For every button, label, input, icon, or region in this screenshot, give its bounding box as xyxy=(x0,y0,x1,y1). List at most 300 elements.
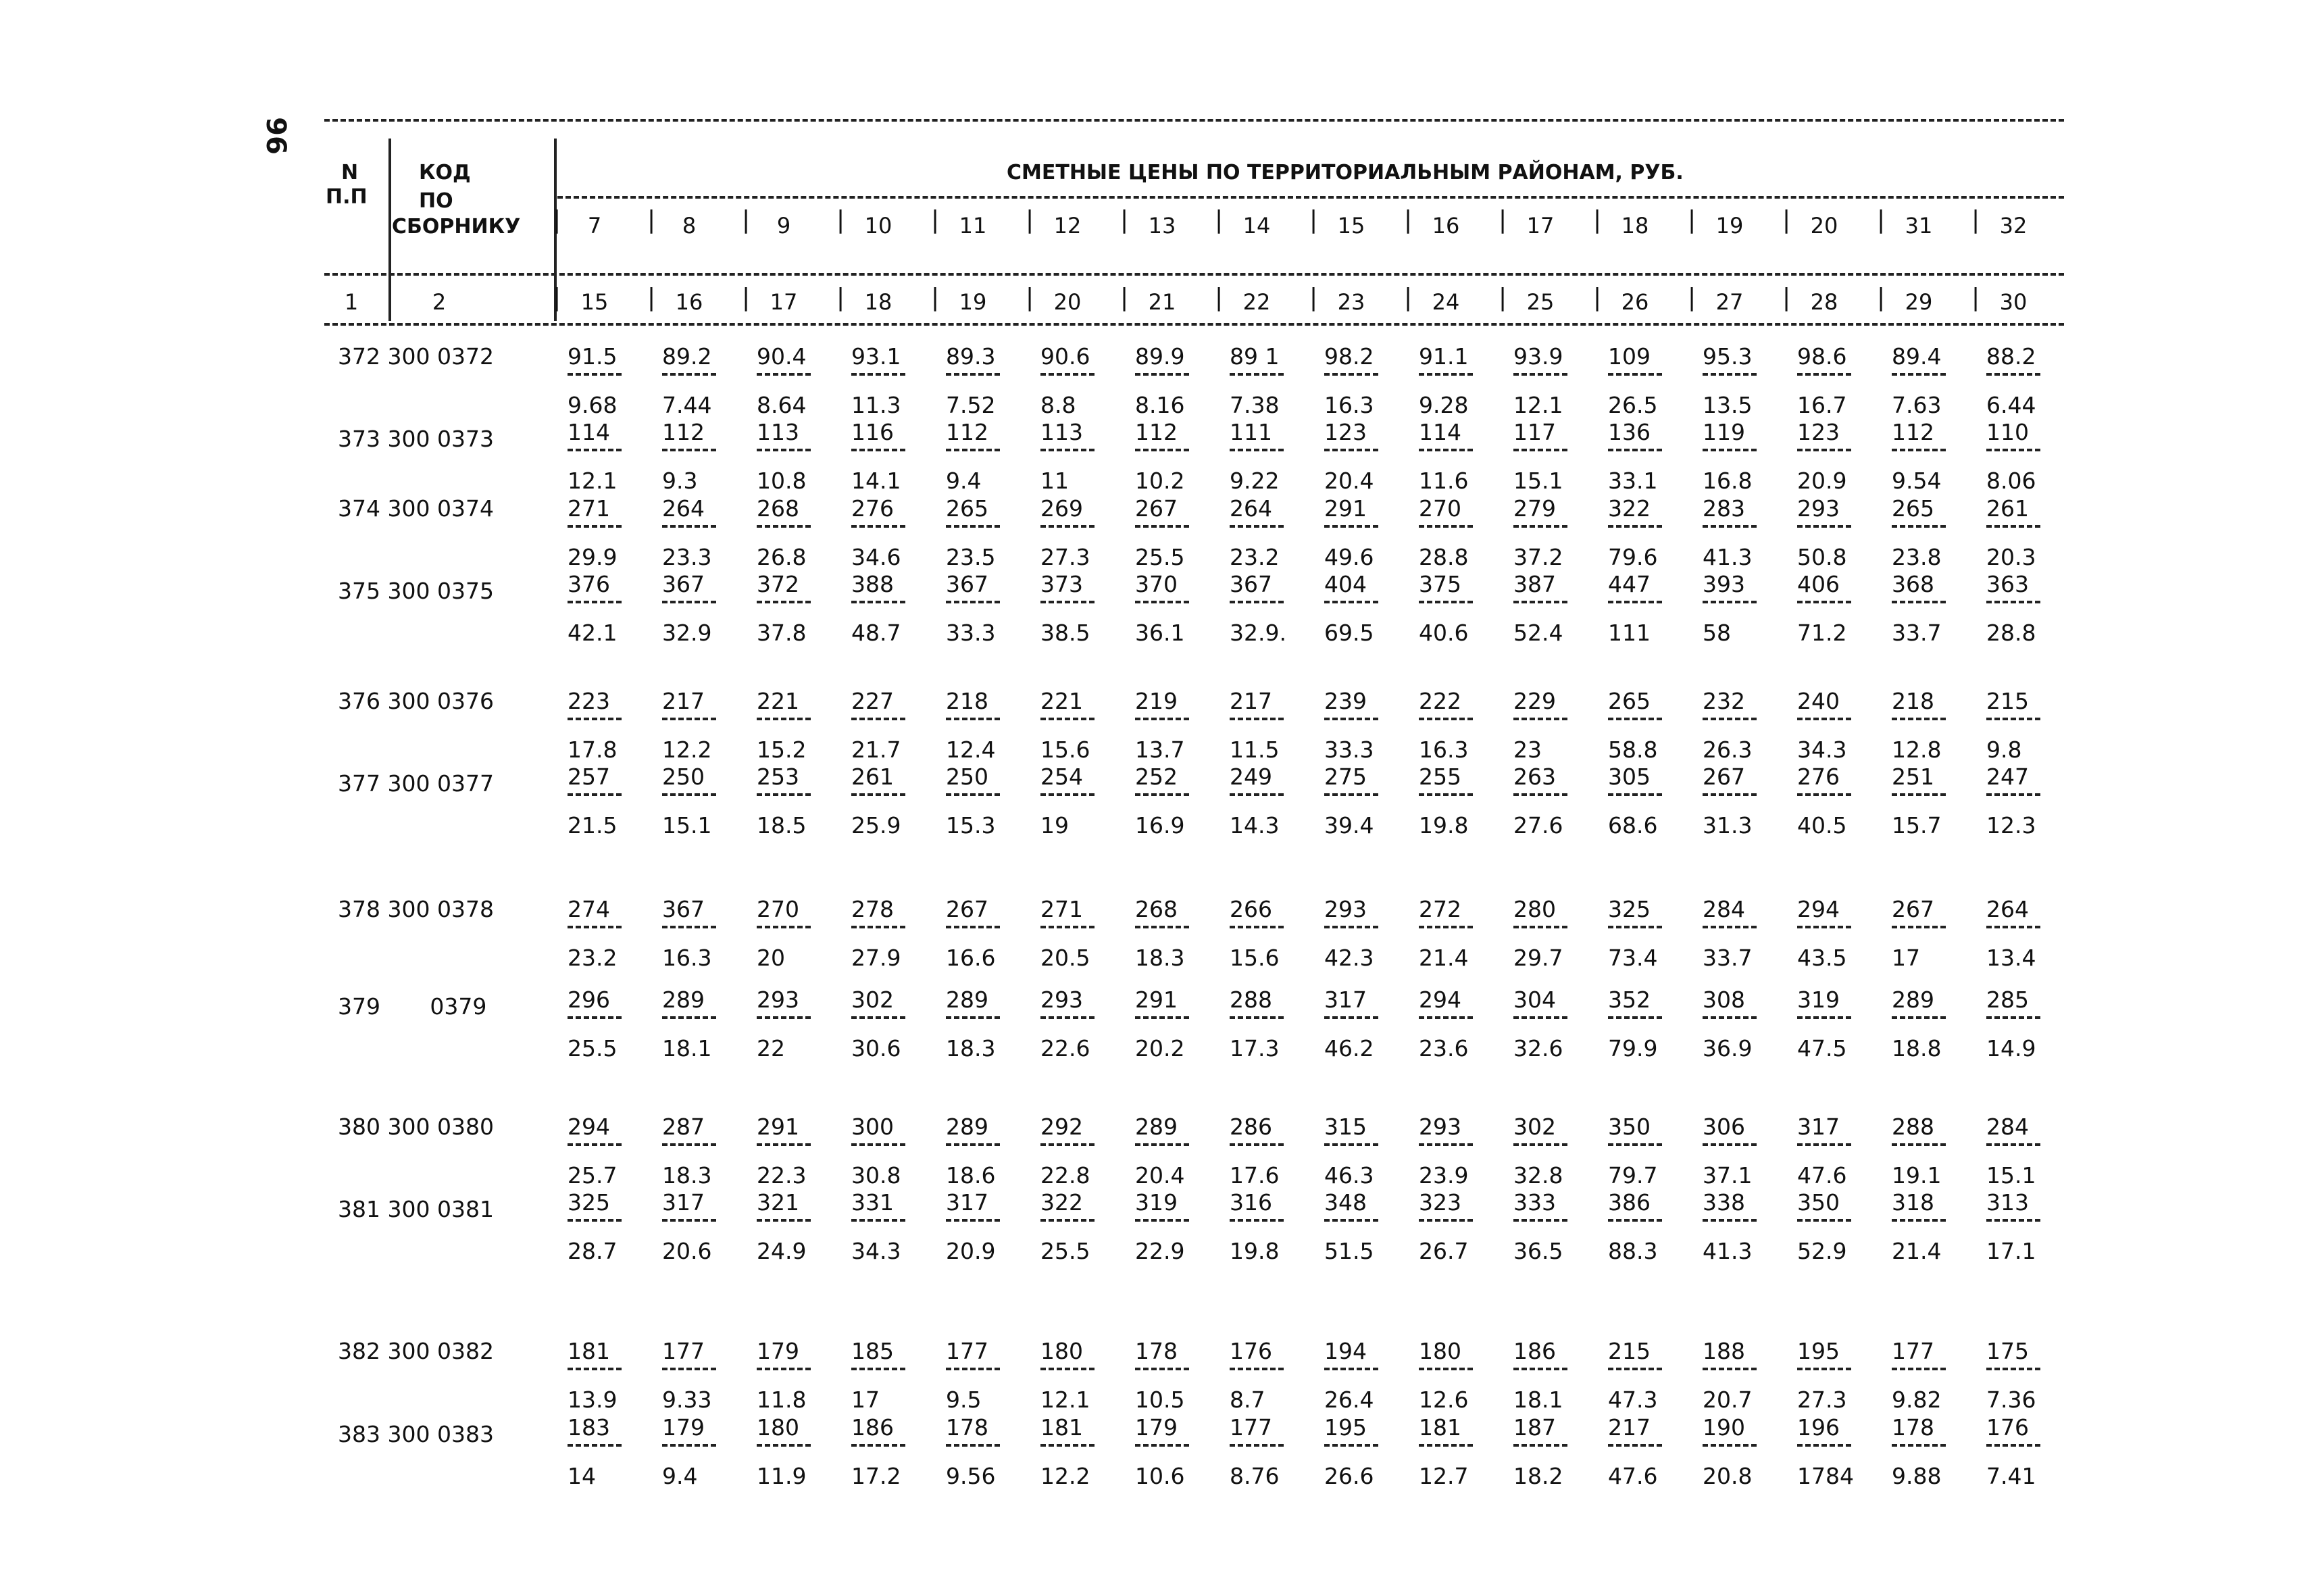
price-bottom: 26.8 xyxy=(757,544,807,570)
price-bottom: 9.56 xyxy=(946,1463,996,1489)
col-index: 16 xyxy=(675,289,703,315)
fraction-line xyxy=(662,926,716,928)
price-top: 264 xyxy=(662,495,705,522)
fraction-line xyxy=(1230,1368,1284,1370)
fraction-line xyxy=(946,373,1000,376)
price-top: 317 xyxy=(1324,987,1367,1013)
fraction-line xyxy=(1135,1143,1189,1146)
price-top: 308 xyxy=(1703,987,1745,1013)
fraction-line xyxy=(1986,926,2040,928)
fraction-line xyxy=(851,926,905,928)
column-separator: | xyxy=(1404,284,1413,311)
fraction-line xyxy=(946,718,1000,720)
fraction-line xyxy=(1703,449,1757,451)
price-top: 296 xyxy=(568,987,610,1013)
price-bottom: 79.9 xyxy=(1608,1035,1658,1062)
price-bottom: 32.9 xyxy=(662,620,712,646)
price-top: 240 xyxy=(1797,688,1840,714)
price-bottom: 7.36 xyxy=(1986,1387,2036,1413)
fraction-line xyxy=(1324,373,1378,376)
price-top: 272 xyxy=(1419,896,1461,922)
fraction-line xyxy=(568,1219,622,1222)
price-top: 175 xyxy=(1986,1338,2029,1364)
price-top: 181 xyxy=(1419,1414,1461,1441)
column-separator: | xyxy=(1499,284,1507,311)
price-bottom: 21.5 xyxy=(568,812,618,839)
fraction-line xyxy=(851,718,905,720)
price-bottom: 9.28 xyxy=(1419,392,1469,418)
price-bottom: 22.6 xyxy=(1040,1035,1090,1062)
fraction-line xyxy=(1986,1016,2040,1019)
col-index: 17 xyxy=(770,289,798,315)
price-top: 367 xyxy=(1230,571,1272,597)
price-bottom: 18.6 xyxy=(946,1162,996,1189)
fraction-line xyxy=(1135,793,1189,796)
price-top: 257 xyxy=(568,764,610,790)
fraction-line xyxy=(1135,1016,1189,1019)
fraction-line xyxy=(1040,926,1095,928)
price-bottom: 23.9 xyxy=(1419,1162,1469,1189)
price-bottom: 18.3 xyxy=(1135,945,1185,971)
fraction-line xyxy=(1892,449,1946,451)
price-bottom: 30.8 xyxy=(851,1162,901,1189)
price-top: 267 xyxy=(1892,896,1934,922)
price-top: 404 xyxy=(1324,571,1367,597)
price-top: 177 xyxy=(662,1338,705,1364)
fraction-line xyxy=(1419,449,1473,451)
price-bottom: 16.3 xyxy=(662,945,712,971)
fraction-line xyxy=(1230,373,1284,376)
fraction-line xyxy=(1608,449,1662,451)
price-top: 279 xyxy=(1513,495,1556,522)
col-index: 23 xyxy=(1337,289,1365,315)
price-bottom: 36.1 xyxy=(1135,620,1185,646)
price-bottom: 79.6 xyxy=(1608,544,1658,570)
price-bottom: 26.4 xyxy=(1324,1387,1374,1413)
price-top: 180 xyxy=(1419,1338,1461,1364)
price-top: 89.9 xyxy=(1135,343,1185,370)
price-top: 271 xyxy=(568,495,610,522)
fraction-line xyxy=(946,525,1000,528)
price-bottom: 40.5 xyxy=(1797,812,1847,839)
price-top: 322 xyxy=(1608,495,1651,522)
fraction-line xyxy=(1608,1444,1662,1447)
price-bottom: 18.1 xyxy=(662,1035,712,1062)
fraction-line xyxy=(1135,1219,1189,1222)
price-top: 317 xyxy=(1797,1114,1840,1140)
price-bottom: 25.5 xyxy=(1040,1238,1090,1264)
fraction-line xyxy=(1419,601,1473,603)
price-bottom: 8.8 xyxy=(1040,392,1076,418)
price-bottom: 23.5 xyxy=(946,544,996,570)
fraction-line xyxy=(851,1368,905,1370)
fraction-line xyxy=(946,1368,1000,1370)
price-bottom: 22.3 xyxy=(757,1162,807,1189)
fraction-line xyxy=(1324,1219,1378,1222)
price-bottom: 25.5 xyxy=(568,1035,618,1062)
fraction-line xyxy=(1419,1444,1473,1447)
price-top: 294 xyxy=(1419,987,1461,1013)
column-separator: | xyxy=(553,284,561,311)
fraction-line xyxy=(1230,449,1284,451)
price-bottom: 36.9 xyxy=(1703,1035,1753,1062)
price-bottom: 27.3 xyxy=(1040,544,1090,570)
region-number: 32 xyxy=(1999,213,2028,239)
price-bottom: 32.6 xyxy=(1513,1035,1563,1062)
price-top: 251 xyxy=(1892,764,1934,790)
price-bottom: 21.4 xyxy=(1419,945,1469,971)
fraction-line xyxy=(851,525,905,528)
price-bottom: 11 xyxy=(1040,468,1069,494)
region-number: 14 xyxy=(1242,213,1271,239)
price-top: 268 xyxy=(1135,896,1178,922)
price-bottom: 12.1 xyxy=(1040,1387,1090,1413)
price-bottom: 37.2 xyxy=(1513,544,1563,570)
price-bottom: 9.68 xyxy=(568,392,618,418)
fraction-line xyxy=(1797,601,1851,603)
price-bottom: 14.9 xyxy=(1986,1035,2036,1062)
fraction-line xyxy=(946,1444,1000,1447)
price-bottom: 38.5 xyxy=(1040,620,1090,646)
price-bottom: 9.4 xyxy=(946,468,982,494)
fraction-line xyxy=(757,373,811,376)
price-top: 447 xyxy=(1608,571,1651,597)
row-code: 380 300 0380 xyxy=(338,1114,494,1140)
fraction-line xyxy=(1608,373,1662,376)
col-index: 27 xyxy=(1715,289,1744,315)
price-bottom: 18.3 xyxy=(662,1162,712,1189)
price-top: 291 xyxy=(1324,495,1367,522)
price-bottom: 19.1 xyxy=(1892,1162,1942,1189)
price-top: 113 xyxy=(757,419,799,445)
price-bottom: 15.2 xyxy=(757,737,807,763)
price-top: 179 xyxy=(757,1338,799,1364)
price-bottom: 19.8 xyxy=(1419,812,1469,839)
price-top: 113 xyxy=(1040,419,1083,445)
price-top: 393 xyxy=(1703,571,1745,597)
price-top: 317 xyxy=(662,1189,705,1216)
price-bottom: 23.6 xyxy=(1419,1035,1469,1062)
column-separator: | xyxy=(1877,284,1886,311)
col-index: 25 xyxy=(1526,289,1555,315)
price-bottom: 12.4 xyxy=(946,737,996,763)
price-top: 110 xyxy=(1986,419,2029,445)
region-number: 12 xyxy=(1053,213,1082,239)
fraction-line xyxy=(851,449,905,451)
price-top: 373 xyxy=(1040,571,1083,597)
row-code: 382 300 0382 xyxy=(338,1338,494,1364)
fraction-line xyxy=(1135,718,1189,720)
col-index: 1 xyxy=(344,289,359,315)
price-bottom: 10.2 xyxy=(1135,468,1185,494)
column-separator: | xyxy=(742,206,751,234)
region-number: 17 xyxy=(1526,213,1555,239)
price-top: 333 xyxy=(1513,1189,1556,1216)
fraction-line xyxy=(1986,373,2040,376)
fraction-line xyxy=(1513,1219,1567,1222)
row-code: 373 300 0373 xyxy=(338,426,494,452)
price-bottom: 26.7 xyxy=(1419,1238,1469,1264)
price-top: 177 xyxy=(946,1338,988,1364)
price-top: 186 xyxy=(851,1414,894,1441)
price-bottom: 14 xyxy=(568,1463,596,1489)
region-number: 18 xyxy=(1621,213,1649,239)
price-top: 215 xyxy=(1986,688,2029,714)
fraction-line xyxy=(1986,1368,2040,1370)
price-top: 376 xyxy=(568,571,610,597)
fraction-line xyxy=(1135,601,1189,603)
fraction-line xyxy=(757,793,811,796)
price-top: 119 xyxy=(1703,419,1745,445)
price-top: 176 xyxy=(1230,1338,1272,1364)
fraction-line xyxy=(1608,926,1662,928)
price-top: 284 xyxy=(1703,896,1745,922)
price-top: 267 xyxy=(946,896,988,922)
fraction-line xyxy=(1135,1444,1189,1447)
price-bottom: 33.1 xyxy=(1608,468,1658,494)
price-top: 317 xyxy=(946,1189,988,1216)
price-bottom: 16.8 xyxy=(1703,468,1753,494)
price-bottom: 50.8 xyxy=(1797,544,1847,570)
price-bottom: 11.3 xyxy=(851,392,901,418)
price-top: 313 xyxy=(1986,1189,2029,1216)
fraction-line xyxy=(1513,1368,1567,1370)
region-number: 20 xyxy=(1810,213,1838,239)
fraction-line xyxy=(851,1219,905,1222)
fraction-line xyxy=(1135,926,1189,928)
price-bottom: 15.1 xyxy=(662,812,712,839)
fraction-line xyxy=(1230,601,1284,603)
price-bottom: 27.3 xyxy=(1797,1387,1847,1413)
price-top: 89.3 xyxy=(946,343,996,370)
price-top: 288 xyxy=(1230,987,1272,1013)
price-top: 375 xyxy=(1419,571,1461,597)
fraction-line xyxy=(662,373,716,376)
fraction-line xyxy=(1513,1143,1567,1146)
price-bottom: 48.7 xyxy=(851,620,901,646)
fraction-line xyxy=(568,1143,622,1146)
price-top: 350 xyxy=(1608,1114,1651,1140)
price-bottom: 11.8 xyxy=(757,1387,807,1413)
table-title: СМЕТНЫЕ ЦЕНЫ ПО ТЕРРИТОРИАЛЬНЫМ РАЙОНАМ, РУБ. xyxy=(1007,161,1684,184)
price-bottom: 88.3 xyxy=(1608,1238,1658,1264)
fraction-line xyxy=(662,718,716,720)
fraction-line xyxy=(1230,926,1284,928)
header-np: П.П xyxy=(326,185,368,209)
fraction-line xyxy=(1419,718,1473,720)
price-bottom: 41.3 xyxy=(1703,1238,1753,1264)
fraction-line xyxy=(1797,1219,1851,1222)
price-top: 287 xyxy=(662,1114,705,1140)
price-bottom: 49.6 xyxy=(1324,544,1374,570)
price-top: 255 xyxy=(1419,764,1461,790)
price-top: 293 xyxy=(757,987,799,1013)
price-top: 218 xyxy=(1892,688,1934,714)
fraction-line xyxy=(1892,718,1946,720)
fraction-line xyxy=(568,926,622,928)
price-top: 98.2 xyxy=(1324,343,1374,370)
column-separator: | xyxy=(742,284,751,311)
price-top: 319 xyxy=(1797,987,1840,1013)
price-bottom: 25.9 xyxy=(851,812,901,839)
row-code: 377 300 0377 xyxy=(338,770,494,797)
price-top: 90.6 xyxy=(1040,343,1090,370)
header-code-1: КОД xyxy=(419,161,471,184)
column-separator: | xyxy=(1309,206,1318,234)
price-bottom: 15.7 xyxy=(1892,812,1942,839)
fraction-line xyxy=(757,1016,811,1019)
price-bottom: 19 xyxy=(1040,812,1069,839)
fraction-line xyxy=(1230,1444,1284,1447)
region-number: 19 xyxy=(1715,213,1744,239)
col-index: 18 xyxy=(864,289,892,315)
price-bottom: 28.7 xyxy=(568,1238,618,1264)
fraction-line xyxy=(1324,1143,1378,1146)
price-top: 267 xyxy=(1703,764,1745,790)
price-bottom: 23.3 xyxy=(662,544,712,570)
row-code: 376 300 0376 xyxy=(338,688,494,714)
fraction-line xyxy=(1324,793,1378,796)
fraction-line xyxy=(851,793,905,796)
price-bottom: 9.4 xyxy=(662,1463,698,1489)
price-bottom: 16.7 xyxy=(1797,392,1847,418)
price-bottom: 52.4 xyxy=(1513,620,1563,646)
price-top: 302 xyxy=(851,987,894,1013)
price-top: 406 xyxy=(1797,571,1840,597)
price-top: 218 xyxy=(946,688,988,714)
price-top: 180 xyxy=(757,1414,799,1441)
price-bottom: 20 xyxy=(757,945,785,971)
header-code-3: СБОРНИКУ xyxy=(392,215,521,239)
fraction-line xyxy=(757,718,811,720)
price-bottom: 31.3 xyxy=(1703,812,1753,839)
region-rule xyxy=(557,196,2064,199)
fraction-line xyxy=(1703,926,1757,928)
price-bottom: 12.2 xyxy=(662,737,712,763)
price-bottom: 17 xyxy=(851,1387,880,1413)
fraction-line xyxy=(1892,1368,1946,1370)
price-bottom: 16.3 xyxy=(1324,392,1374,418)
price-bottom: 26.6 xyxy=(1324,1463,1374,1489)
price-bottom: 68.6 xyxy=(1608,812,1658,839)
price-top: 274 xyxy=(568,896,610,922)
price-bottom: 20.6 xyxy=(662,1238,712,1264)
price-bottom: 15.1 xyxy=(1986,1162,2036,1189)
price-bottom: 25.5 xyxy=(1135,544,1185,570)
price-top: 265 xyxy=(1892,495,1934,522)
fraction-line xyxy=(1040,601,1095,603)
fraction-line xyxy=(1230,1219,1284,1222)
price-top: 278 xyxy=(851,896,894,922)
price-top: 112 xyxy=(662,419,705,445)
price-bottom: 16.9 xyxy=(1135,812,1185,839)
price-bottom: 23.2 xyxy=(1230,544,1280,570)
price-bottom: 46.2 xyxy=(1324,1035,1374,1062)
price-top: 185 xyxy=(851,1338,894,1364)
price-bottom: 11.6 xyxy=(1419,468,1469,494)
fraction-line xyxy=(1230,793,1284,796)
price-bottom: 111 xyxy=(1608,620,1651,646)
price-top: 367 xyxy=(662,896,705,922)
price-bottom: 18.1 xyxy=(1513,1387,1563,1413)
row-code: 372 300 0372 xyxy=(338,343,494,370)
price-bottom: 20.8 xyxy=(1703,1463,1753,1489)
price-bottom: 17.6 xyxy=(1230,1162,1280,1189)
price-top: 252 xyxy=(1135,764,1178,790)
column-separator: | xyxy=(1782,284,1791,311)
fraction-line xyxy=(1892,926,1946,928)
price-top: 177 xyxy=(1230,1414,1272,1441)
price-bottom: 8.64 xyxy=(757,392,807,418)
price-bottom: 58.8 xyxy=(1608,737,1658,763)
price-bottom: 36.5 xyxy=(1513,1238,1563,1264)
fraction-line xyxy=(1040,525,1095,528)
fraction-line xyxy=(1135,449,1189,451)
price-top: 221 xyxy=(757,688,799,714)
fraction-line xyxy=(757,601,811,603)
region-number: 10 xyxy=(864,213,892,239)
column-separator: | xyxy=(1404,206,1413,234)
price-bottom: 23.8 xyxy=(1892,544,1942,570)
fraction-line xyxy=(1892,1016,1946,1019)
price-bottom: 23.2 xyxy=(568,945,618,971)
price-bottom: 32.8 xyxy=(1513,1162,1563,1189)
price-top: 261 xyxy=(851,764,894,790)
fraction-line xyxy=(1797,525,1851,528)
price-top: 249 xyxy=(1230,764,1272,790)
price-top: 286 xyxy=(1230,1114,1272,1140)
price-top: 116 xyxy=(851,419,894,445)
column-separator: | xyxy=(1688,206,1696,234)
fraction-line xyxy=(1324,926,1378,928)
price-bottom: 47.3 xyxy=(1608,1387,1658,1413)
fraction-line xyxy=(1797,449,1851,451)
column-separator: | xyxy=(647,284,656,311)
price-top: 292 xyxy=(1040,1114,1083,1140)
price-top: 372 xyxy=(757,571,799,597)
price-top: 217 xyxy=(662,688,705,714)
price-bottom: 33.7 xyxy=(1892,620,1942,646)
price-top: 289 xyxy=(1892,987,1934,1013)
row-code: 381 300 0381 xyxy=(338,1196,494,1222)
price-bottom: 9.8 xyxy=(1986,737,2022,763)
price-top: 275 xyxy=(1324,764,1367,790)
price-bottom: 21.7 xyxy=(851,737,901,763)
price-top: 367 xyxy=(662,571,705,597)
price-top: 302 xyxy=(1513,1114,1556,1140)
price-bottom: 42.3 xyxy=(1324,945,1374,971)
price-top: 294 xyxy=(1797,896,1840,922)
fraction-line xyxy=(568,601,622,603)
price-top: 187 xyxy=(1513,1414,1556,1441)
row-code: 383 300 0383 xyxy=(338,1421,494,1447)
price-bottom: 12.7 xyxy=(1419,1463,1469,1489)
price-top: 250 xyxy=(946,764,988,790)
fraction-line xyxy=(946,1219,1000,1222)
price-bottom: 27.9 xyxy=(851,945,901,971)
price-bottom: 7.52 xyxy=(946,392,996,418)
col-index: 15 xyxy=(580,289,609,315)
price-top: 186 xyxy=(1513,1338,1556,1364)
row-code: 378 300 0378 xyxy=(338,896,494,922)
price-top: 232 xyxy=(1703,688,1745,714)
price-top: 293 xyxy=(1419,1114,1461,1140)
fraction-line xyxy=(1986,601,2040,603)
price-top: 270 xyxy=(1419,495,1461,522)
price-bottom: 18.3 xyxy=(946,1035,996,1062)
price-bottom: 7.44 xyxy=(662,392,712,418)
fraction-line xyxy=(946,1143,1000,1146)
